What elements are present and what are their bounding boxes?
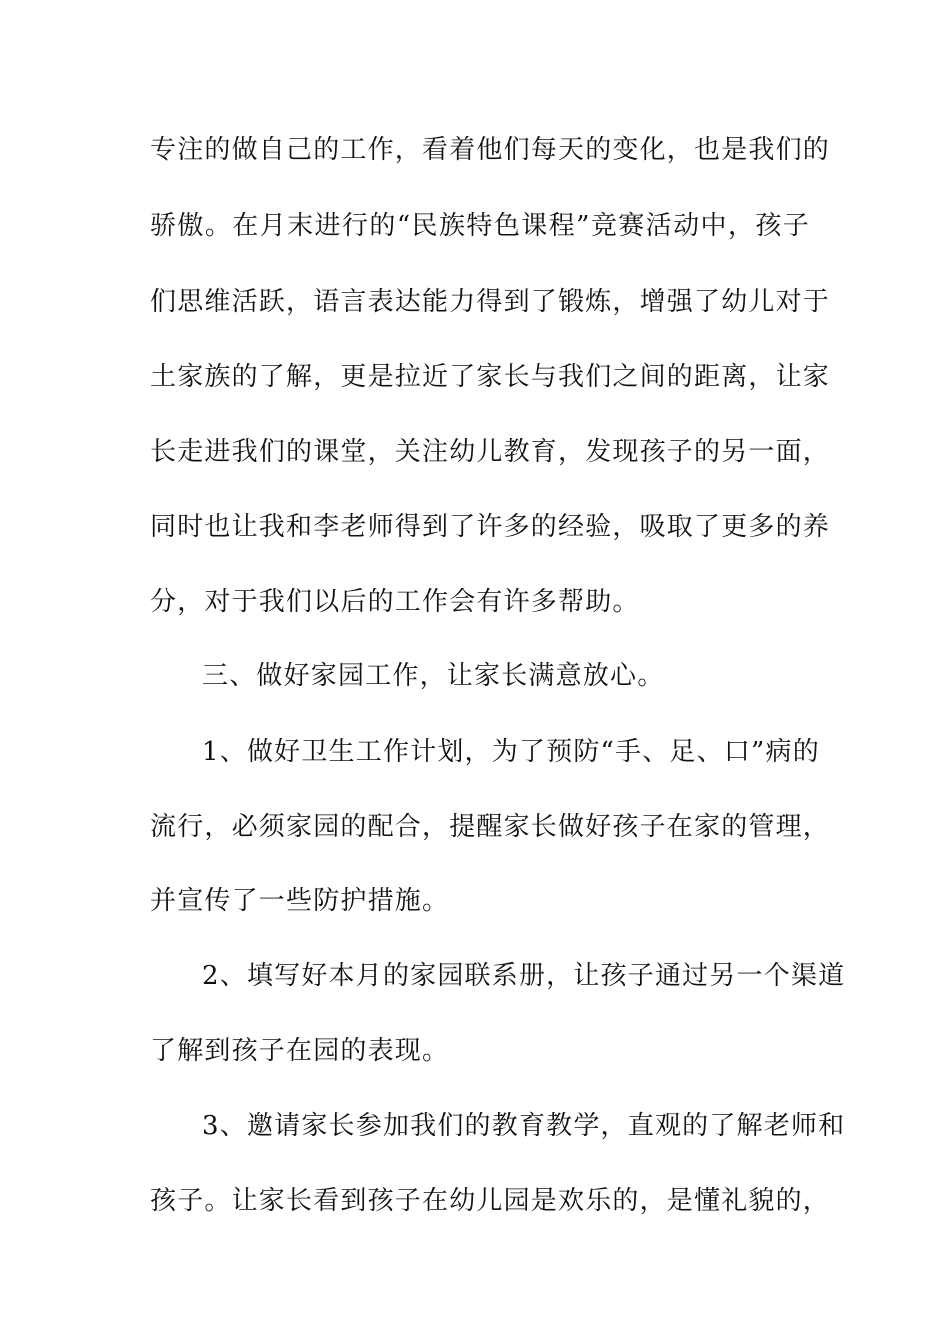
text-line: 土家族的了解，更是拉近了家长与我们之间的距离，让家: [150, 362, 831, 392]
text-line: 流行，必须家园的配合，提醒家长做好孩子在家的管理，: [150, 812, 831, 842]
list-item-first-line: 2、填写好本月的家园联系册，让孩子通过另一个渠道: [202, 961, 846, 991]
text-line: 孩子。让家长看到孩子在幼儿园是欢乐的，是懂礼貌的，: [150, 1186, 831, 1216]
list-item-first-line: 3、邀请家长参加我们的教育教学，直观的了解老师和: [202, 1111, 846, 1141]
text-line: 长走进我们的课堂，关注幼儿教育，发现孩子的另一面，: [150, 437, 831, 467]
paragraph-end-line: 分，对于我们以后的工作会有许多帮助。: [150, 587, 640, 617]
list-item-first-line: 1、做好卫生工作计划，为了预防“手、足、口”病的: [202, 737, 820, 767]
paragraph-end-line: 了解到孩子在园的表现。: [150, 1036, 450, 1066]
text-line: 同时也让我和李老师得到了许多的经验，吸取了更多的养: [150, 512, 831, 542]
text-line: 专注的做自己的工作，看着他们每天的变化，也是我们的: [150, 135, 831, 165]
paragraph-end-line: 并宣传了一些防护措施。: [150, 886, 450, 916]
text-line: 们思维活跃，语言表达能力得到了锻炼，增强了幼儿对于: [150, 287, 831, 317]
section-heading: 三、做好家园工作，让家长满意放心。: [202, 661, 665, 691]
text-line: 骄傲。在月末进行的“民族特色课程”竞赛活动中，孩子: [150, 211, 810, 241]
